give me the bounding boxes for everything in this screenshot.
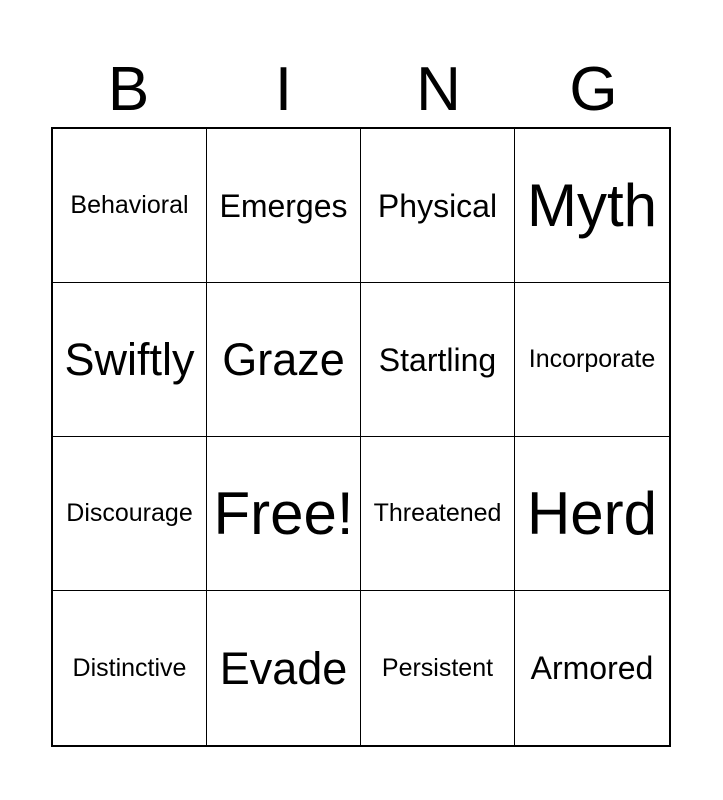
bingo-cell[interactable]: Discourage [53,437,207,591]
free-space-cell[interactable]: Free! [207,437,361,591]
bingo-cell[interactable]: Threatened [361,437,515,591]
bingo-board [51,127,671,747]
bingo-cell[interactable]: Myth [515,129,669,283]
header-letter-i: I [274,55,293,124]
bingo-cell[interactable]: Emerges [207,129,361,283]
bingo-cell[interactable]: Incorporate [515,283,669,437]
bingo-cell[interactable]: Swiftly [53,283,207,437]
bingo-cell[interactable]: Physical [361,129,515,283]
header-letter-n: N [416,55,461,124]
bingo-cell[interactable]: Herd [515,437,669,591]
bingo-cell[interactable]: Armored [530,650,654,686]
bingo-cell[interactable]: Graze [207,283,361,437]
bingo-cell[interactable]: Persistent [361,591,515,745]
bingo-header [51,52,671,128]
bingo-cell[interactable]: Startling [361,283,515,437]
bingo-cell[interactable]: Distinctive [53,591,207,745]
header-letter-g: G [569,55,618,124]
bingo-cell[interactable]: Behavioral [53,129,207,283]
header-letter-b: B [107,55,150,124]
bingo-cell[interactable]: Evade [207,591,361,745]
